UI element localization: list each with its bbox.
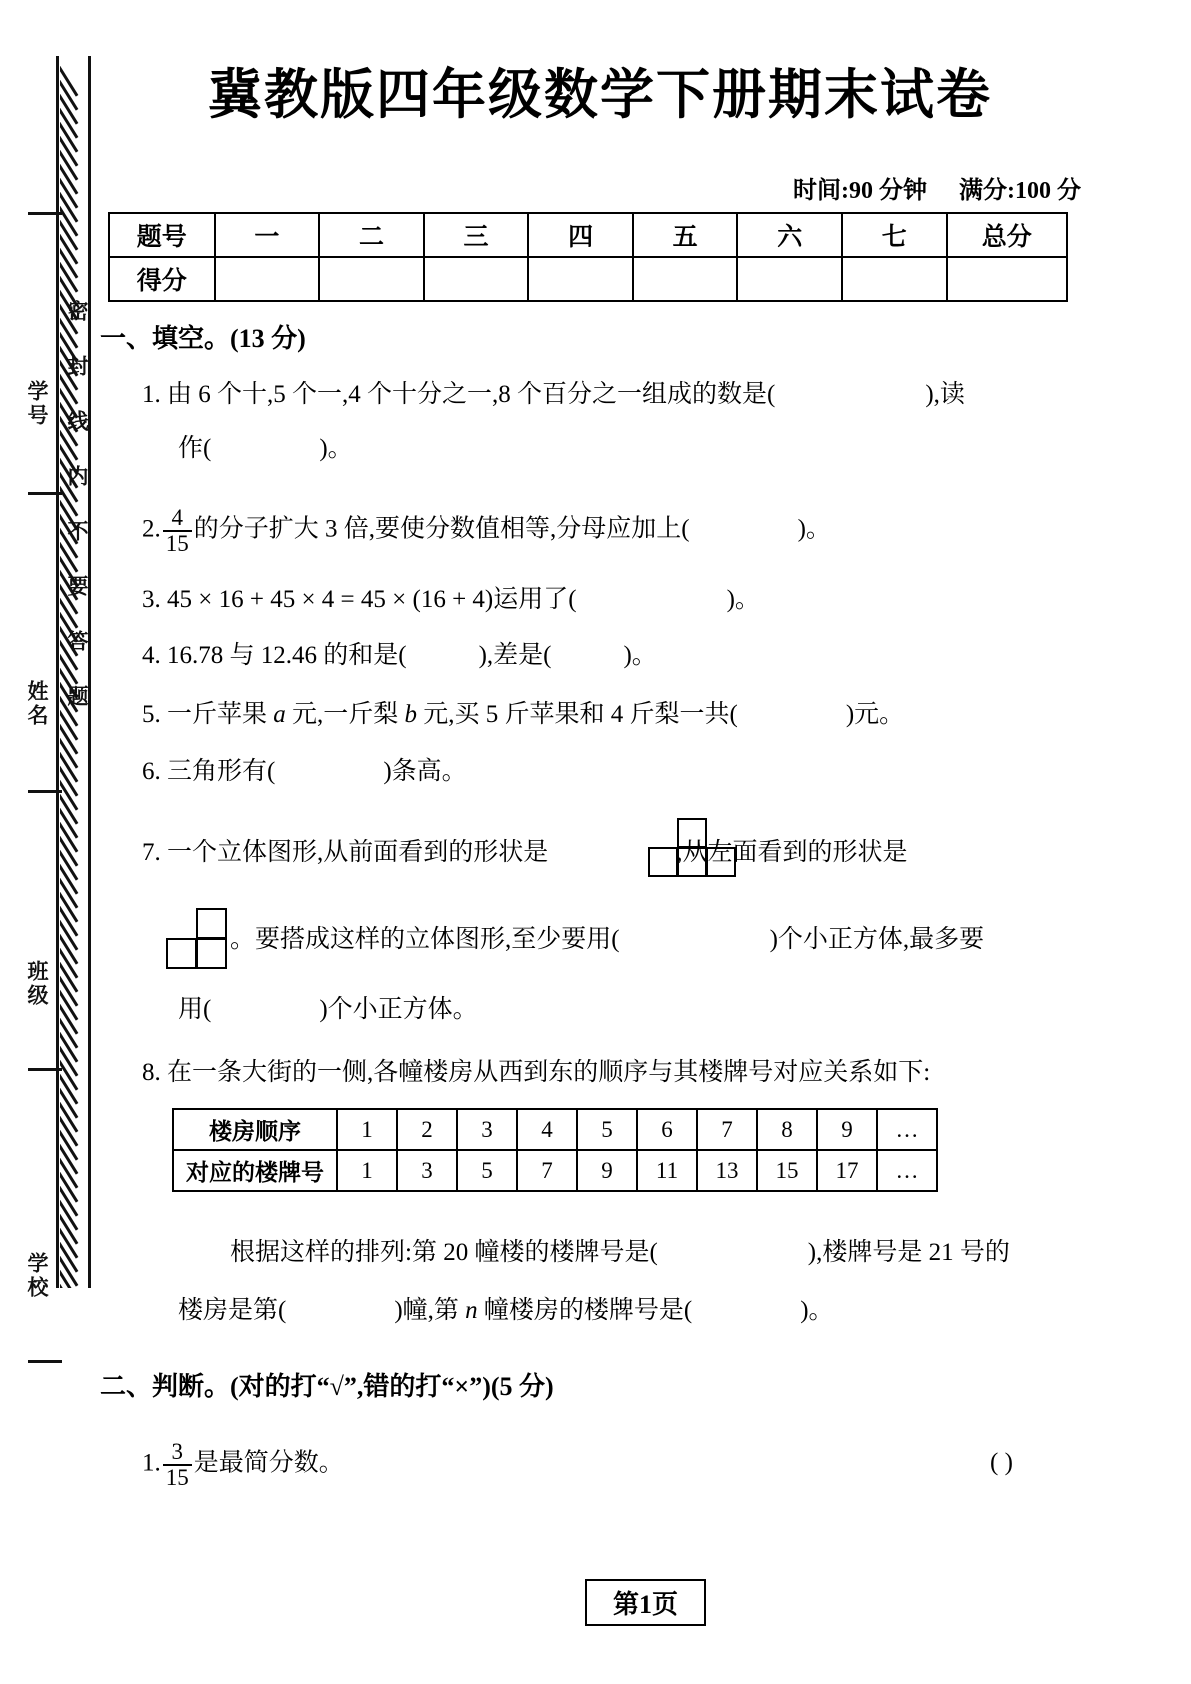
question-7-line-1: [142, 838, 908, 868]
score-cell-5[interactable]: [633, 257, 738, 301]
variable-a: a: [273, 701, 286, 728]
question-7-line-3: [178, 995, 478, 1025]
shape-cell: [196, 938, 227, 969]
building-number-4: 7: [517, 1150, 577, 1191]
score-cell-6[interactable]: [737, 257, 842, 301]
shape-cell: [706, 847, 736, 877]
question-4: [142, 641, 657, 671]
field-label-class: 班级: [25, 960, 49, 1008]
score-cell-2[interactable]: [319, 257, 424, 301]
score-table: [108, 212, 1068, 302]
question-4-text: 4. 16.78 与 12.46 的和是(: [142, 642, 407, 669]
question-5: [142, 700, 904, 730]
score-table-col-5: 五: [633, 213, 738, 257]
building-order-4: 4: [517, 1109, 577, 1150]
variable-b: b: [404, 701, 418, 728]
building-number-label: 对应的楼牌号: [173, 1150, 337, 1191]
score-table-col-7: 七: [842, 213, 947, 257]
fraction-numerator: 4: [171, 505, 183, 530]
score-cell-3[interactable]: [424, 257, 529, 301]
question-1-text: 1. 由 6 个十,5 个一,4 个十分之一,8 个百分之一组成的数是(: [142, 381, 776, 408]
building-number-1: 1: [337, 1150, 397, 1191]
question-8-line-1: [230, 1238, 1010, 1268]
question-1-text-cont: ),读: [925, 381, 965, 408]
section-heading-judge: 二、判断。(对的打“√”,错的打“×”)(5 分): [100, 1372, 554, 1401]
question-7-line-2: [230, 925, 984, 955]
question-8-tail: )。: [800, 1297, 834, 1324]
question-6-text: 6. 三角形有(: [142, 758, 276, 785]
building-order-6: 6: [637, 1109, 697, 1150]
question-4-tail: )。: [623, 642, 657, 669]
table-row: [173, 1109, 937, 1150]
page-title: 冀教版四年级数学下册期末试卷: [208, 62, 992, 126]
question-1-read-label: 作(: [178, 435, 212, 462]
building-number-table: [172, 1108, 938, 1192]
question-5-text-2: 元,一斤梨: [285, 701, 405, 728]
question-8-text-1: 根据这样的排列:第 20 幢楼的楼牌号是(: [230, 1239, 658, 1266]
exam-meta: [793, 170, 1081, 205]
judge-question-1-text: 是最简分数。: [193, 1449, 344, 1477]
building-number-ellipsis: …: [877, 1150, 937, 1191]
score-table-col-total: 总分: [947, 213, 1067, 257]
score-table-col-3: 三: [424, 213, 529, 257]
full-score: 满分:100 分: [959, 178, 1081, 204]
question-3-tail: )。: [726, 586, 760, 613]
score-table-header-label: 题号: [109, 213, 215, 257]
question-7-text-2: ,从左面看到的形状是: [676, 839, 908, 866]
field-divider-2: [28, 492, 62, 495]
score-cell-total[interactable]: [947, 257, 1067, 301]
score-table-col-2: 二: [319, 213, 424, 257]
score-cell-4[interactable]: [528, 257, 633, 301]
field-label-school: 学校: [25, 1252, 49, 1300]
judge-question-1: [142, 1440, 344, 1490]
judge-answer-box[interactable]: ( ): [990, 1449, 1013, 1476]
question-1-line-1: [142, 380, 965, 410]
building-order-3: 3: [457, 1109, 517, 1150]
field-divider-3: [28, 790, 62, 793]
field-divider-5: [28, 1360, 62, 1363]
time-limit: 时间:90 分钟: [793, 178, 927, 204]
shape-cell: [648, 847, 678, 877]
seal-phrase-text: 密封线内不要答题: [65, 300, 89, 740]
shape-cell: [166, 938, 197, 969]
question-1-read-tail: )。: [319, 435, 353, 462]
building-order-8: 8: [757, 1109, 817, 1150]
building-order-1: 1: [337, 1109, 397, 1150]
question-4-text-mid: ),差是(: [478, 642, 552, 669]
question-8-intro: 8. 在一条大街的一侧,各幢楼房从西到东的顺序与其楼牌号对应关系如下:: [142, 1059, 931, 1086]
building-order-7: 7: [697, 1109, 757, 1150]
shape-cell: [677, 818, 707, 848]
building-number-3: 5: [457, 1150, 517, 1191]
building-number-9: 17: [817, 1150, 877, 1191]
question-5-text: 5. 一斤苹果: [142, 701, 274, 728]
page-number: 第1页: [585, 1579, 706, 1626]
table-row: [109, 213, 1067, 257]
table-row: [173, 1150, 937, 1191]
building-order-label: 楼房顺序: [173, 1109, 337, 1150]
building-number-8: 15: [757, 1150, 817, 1191]
question-7-text: 7. 一个立体图形,从前面看到的形状是: [142, 839, 549, 866]
question-8-text-2: ),楼牌号是 21 号的: [807, 1239, 1010, 1266]
building-order-5: 5: [577, 1109, 637, 1150]
building-number-7: 13: [697, 1150, 757, 1191]
shape-cell: [196, 908, 227, 939]
field-label-student-id: 学号: [25, 380, 49, 428]
page-footer: [100, 1579, 1191, 1626]
building-number-5: 9: [577, 1150, 637, 1191]
table-row: [109, 257, 1067, 301]
fraction-4-15: [163, 506, 192, 556]
question-5-text-3: 元,买 5 斤苹果和 4 斤梨一共(: [417, 701, 738, 728]
field-divider-4: [28, 1068, 62, 1071]
score-row-label: 得分: [109, 257, 215, 301]
front-view-shape: [648, 818, 768, 878]
section-heading-fill-in: 一、填空。(13 分): [100, 324, 306, 353]
question-8-text-5: 幢楼房的楼牌号是(: [477, 1297, 693, 1324]
seal-sidebar: [0, 0, 100, 1684]
shape-cell: [677, 847, 707, 877]
field-divider-1: [28, 212, 62, 215]
question-3: [142, 585, 760, 615]
exam-page: [100, 0, 1191, 1684]
building-order-ellipsis: …: [877, 1109, 937, 1150]
question-7-text-4: )个小正方体,最多要: [769, 926, 985, 953]
question-2-tail: )。: [797, 515, 831, 543]
question-2-number: 2.: [142, 515, 161, 543]
fraction-denominator: 15: [163, 530, 192, 556]
question-7-text-3: 。要搭成这样的立体图形,至少要用(: [230, 926, 620, 953]
score-table-col-4: 四: [528, 213, 633, 257]
fraction-numerator: 3: [171, 1439, 183, 1464]
question-8-text-4: )幢,第: [394, 1297, 466, 1324]
building-number-2: 3: [397, 1150, 457, 1191]
question-1-line-2: [178, 434, 353, 464]
question-7-text-5: 用(: [178, 996, 212, 1023]
question-6-tail: )条高。: [383, 758, 467, 785]
score-table-col-1: 一: [215, 213, 320, 257]
judge-question-1-number: 1.: [142, 1449, 161, 1477]
score-table-col-6: 六: [737, 213, 842, 257]
question-8-text-3: 楼房是第(: [178, 1297, 287, 1324]
building-number-6: 11: [637, 1150, 697, 1191]
field-label-name: 姓名: [25, 680, 49, 728]
question-3-text: 3. 45 × 16 + 45 × 4 = 45 × (16 + 4)运用了(: [142, 586, 577, 613]
question-6: [142, 757, 467, 787]
question-8-line-2: [178, 1296, 834, 1326]
fraction-denominator: 15: [163, 1464, 192, 1490]
building-order-9: 9: [817, 1109, 877, 1150]
question-2: [142, 506, 831, 556]
building-order-2: 2: [397, 1109, 457, 1150]
question-2-text: 的分子扩大 3 倍,要使分数值相等,分母应加上(: [193, 515, 690, 543]
score-cell-1[interactable]: [215, 257, 320, 301]
seal-line-outer: [56, 56, 59, 1288]
question-7-tail: )个小正方体。: [319, 996, 478, 1023]
score-cell-7[interactable]: [842, 257, 947, 301]
variable-n: n: [465, 1297, 478, 1324]
question-5-tail: )元。: [845, 701, 905, 728]
fraction-3-15: [163, 1440, 192, 1490]
